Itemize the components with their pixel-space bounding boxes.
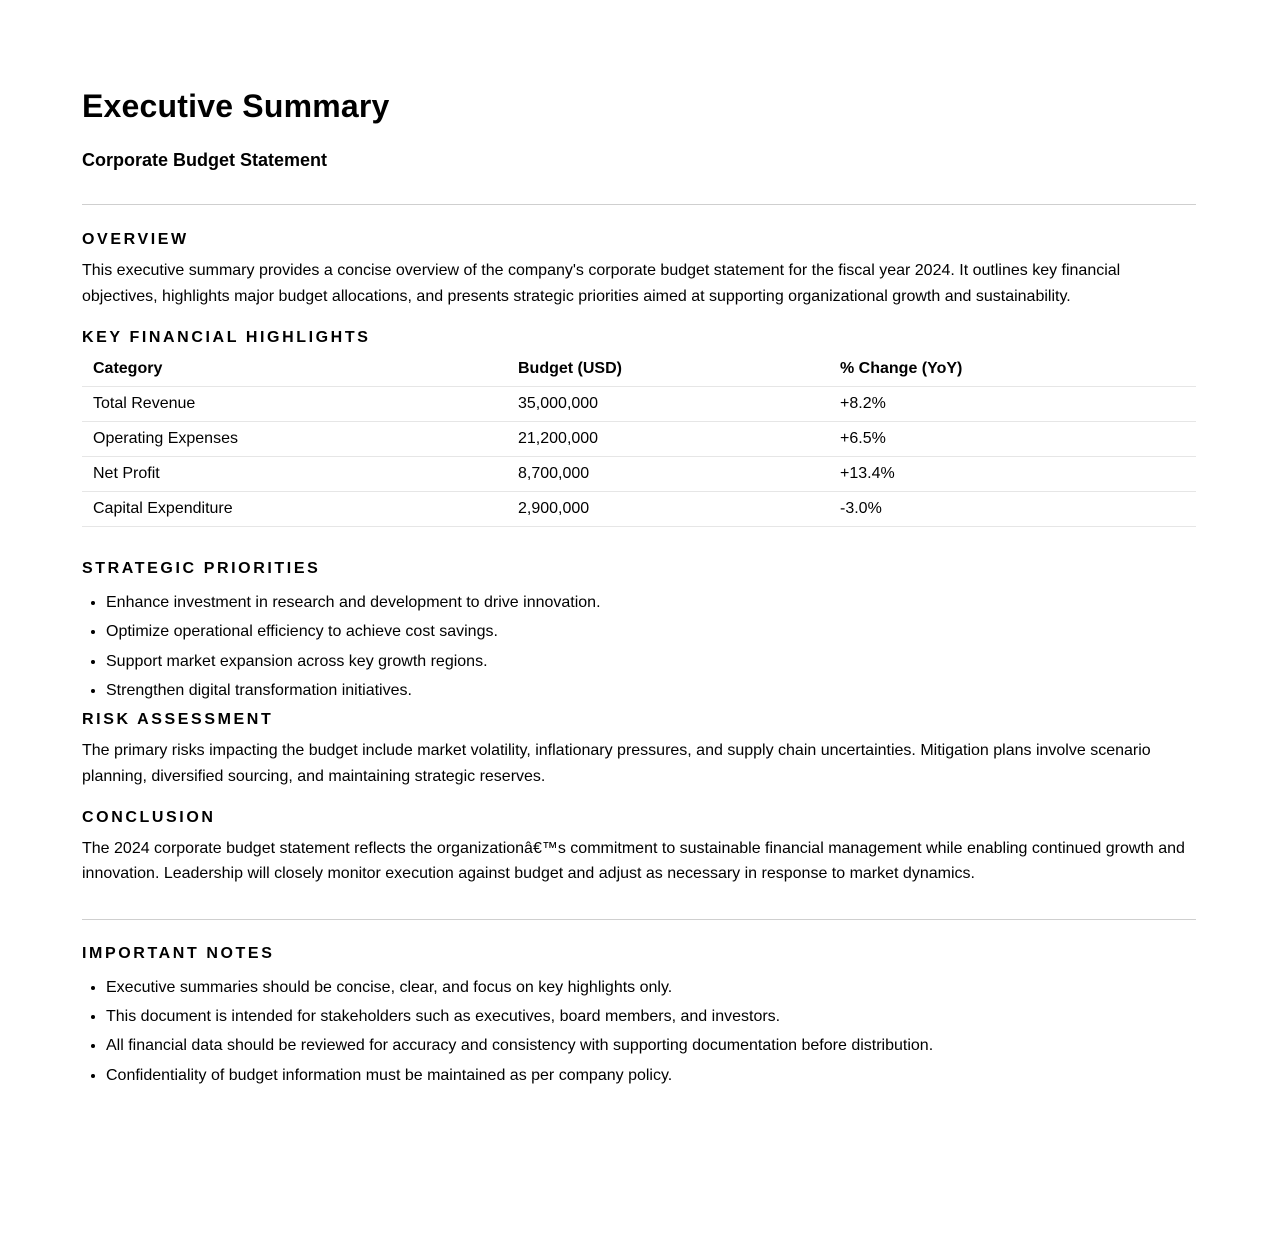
document-page xyxy=(82,0,1196,1086)
financial-highlights-table xyxy=(82,351,1196,527)
page-title: Executive Summary xyxy=(82,88,390,124)
cell-change: +13.4% xyxy=(829,457,1196,492)
conclusion-heading: CONCLUSION xyxy=(82,808,216,826)
risk-heading: RISK ASSESSMENT xyxy=(82,711,274,729)
notes-divider xyxy=(82,919,1196,920)
table-row xyxy=(82,422,1196,457)
risk-text: The primary risks impacting the budget include market volatility, inflationary pressures, and supply chain uncertainties. Mitigation plans involve scenario planning, diversified sourcing, and maintaining strategic reserves. xyxy=(82,742,1151,785)
priorities-section xyxy=(82,559,1196,701)
column-header-budget: Budget (USD) xyxy=(507,351,829,387)
cell-category: Operating Expenses xyxy=(82,422,507,457)
cell-change: +8.2% xyxy=(829,387,1196,422)
cell-category: Capital Expenditure xyxy=(82,492,507,527)
highlights-heading: KEY FINANCIAL HIGHLIGHTS xyxy=(82,329,371,347)
table-row xyxy=(82,387,1196,422)
table-header-row xyxy=(82,351,1196,387)
column-header-change: % Change (YoY) xyxy=(829,351,1196,387)
list-item: • Confidentiality of budget information must be maintained as per company policy. xyxy=(106,1066,1196,1086)
priorities-list xyxy=(82,593,1196,701)
list-item: • Strengthen digital transformation initiatives. xyxy=(106,681,1196,701)
list-item: • Enhance investment in research and development to drive innovation. xyxy=(106,593,1196,613)
conclusion-section xyxy=(82,808,1196,887)
list-item: • Optimize operational efficiency to achieve cost savings. xyxy=(106,622,1196,642)
notes-heading: IMPORTANT NOTES xyxy=(82,944,275,962)
list-item: • Support market expansion across key growth regions. xyxy=(106,652,1196,672)
cell-budget: 21,200,000 xyxy=(507,422,829,457)
priorities-heading: STRATEGIC PRIORITIES xyxy=(82,560,321,578)
overview-heading: OVERVIEW xyxy=(82,231,189,248)
table-row xyxy=(82,492,1196,527)
conclusion-text: The 2024 corporate budget statement reflects the organizationâ€™s commitment to sustainable financial management while enabling continued growth and innovation. Leadership will closely monitor execution against budget and adjust as necessary in response to market dynamics. xyxy=(82,839,1185,883)
highlights-section xyxy=(82,328,1196,527)
cell-budget: 2,900,000 xyxy=(507,492,829,527)
table-row xyxy=(82,457,1196,492)
cell-change: -3.0% xyxy=(829,492,1196,527)
page-subtitle: Corporate Budget Statement xyxy=(82,150,328,170)
list-item: • This document is intended for stakeholders such as executives, board members, and investors. xyxy=(106,1007,1196,1027)
overview-section xyxy=(82,230,1196,309)
notes-list xyxy=(82,978,1196,1086)
cell-category: Net Profit xyxy=(82,457,507,492)
cell-budget: 8,700,000 xyxy=(507,457,829,492)
notes-section xyxy=(82,944,1196,1086)
risk-section xyxy=(82,710,1196,789)
cell-budget: 35,000,000 xyxy=(507,387,829,422)
cell-category: Total Revenue xyxy=(82,387,507,422)
list-item: • All financial data should be reviewed for accuracy and consistency with supporting documentation before distribution. xyxy=(106,1036,1196,1056)
overview-text: This executive summary provides a concise overview of the company's corporate budget statement for the fiscal year 2024. It outlines key financial objectives, highlights major budget allocations, and presents strategic priorities aimed at supporting organizational growth and sustainability. xyxy=(82,262,1121,305)
header-divider xyxy=(82,204,1196,205)
list-item: • Executive summaries should be concise, clear, and focus on key highlights only. xyxy=(106,978,1196,998)
cell-change: +6.5% xyxy=(829,422,1196,457)
column-header-category: Category xyxy=(82,351,507,387)
